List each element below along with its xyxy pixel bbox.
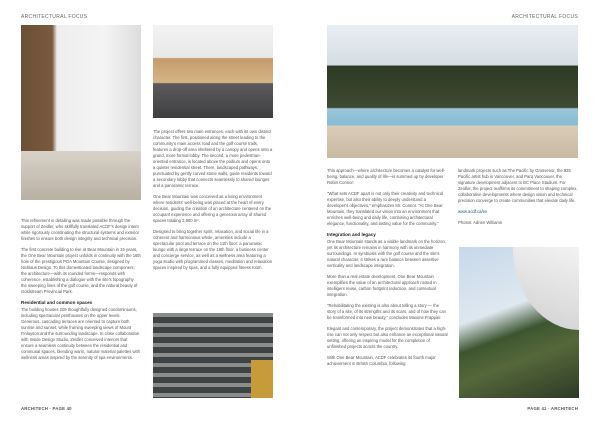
footer-left: ARCHITECH · PAGE 40 (21, 406, 72, 411)
pool-terrace-photo (327, 25, 578, 158)
paragraph: One Bear Mountain was conceived as a living environment where residents' well-being was placed at the heart of every decision, guiding the creation of an architecture centered on the occupant experience and offering a generous array of shared spaces totaling 2,800 m². (153, 194, 272, 223)
paragraph: "What sets ACDF apart is not only their creativity and technical expertise, but also their ability to deeply understand a developer's objectives," emphasizes Mr. Connor. "At One Bear Mountain, they translated our vision into an environment that enriches well-being and daily life, combining architectural elegance, functionality, and lasting value for the community." (327, 191, 443, 226)
section-header-right: ARCHITECTURAL FOCUS (511, 14, 578, 20)
paragraph: The first concrete building to rise at Bear Mountain in 15 years, the One Bear Mountain project unfolds in continuity with the 16th hole of the prestigious PGA Mountain Course, designed by Nicklaus Design. To this domesticated landscape component, the architecture—with its rounded forms—responds with coherence, establishing a dialogue with the site's topography, the sweeping lines of the golf course, and the natural beauty of Goldstream Provincial Park. (21, 247, 141, 294)
building-facade-photo (153, 313, 273, 398)
paragraph: The project offers two main entrances, each with its own distinct character. The first, positioned along the street leading to the community's main access road and the golf course trails, features a drop-off area sheltered by a canopy and opens onto a grand, more formal lobby. The second, a more pedestrian-oriented entrance, is located above the podium and opens onto a quieter residential street. There, landscaped pathways, punctuated by gently curved stone walls, guide residents toward a secondary lobby that connects seamlessly to shared lounges and a panoramic terrace. (153, 129, 273, 188)
green-roof-photo (459, 247, 579, 398)
website-link[interactable]: www.acdf.ca/en (458, 209, 488, 214)
paragraph: The building houses 209 thoughtfully designed condominiums, including spectacular penthouses on the upper levels. Generous, cascading terraces are oriented to capture both sunrise and sunset, while framing sweeping views of Mount Finlayson and the surrounding landscape. In close collaboration with Inside Design Studio, Zeidler conceived interiors that ensure a seamless continuity between the residential and communal spaces, blending warm, natural material palettes with wellness areas inspired by the serenity of spa environments. (21, 307, 140, 360)
paragraph: landmark projects such as The Pacific by Grosvenor, the 825 Pacific artist hub in Vancouver, and Parq Vancouver, the signature development adjacent to BC Place Stadium. For Zeidler, the project reaffirms its commitment to shaping complex, collaborative developments where design vision and technical precision converge to create communities that elevate daily life. (458, 168, 578, 203)
paragraph: "Rehabilitating the existing is also about telling a story — the story of a site, of its strengths and its scars, and of how they can be transformed into new beauty," concludes Maxime Frappier. (327, 303, 446, 320)
paragraph: This refinement in detailing was made possible through the support of Zeidler, who skillfully translated ACDF's design intent while rigorously coordinating the structural systems and exterior finishes to ensure both design integrity and technical precision. (21, 218, 140, 241)
footer-right: PAGE 41 · ARCHITECH (527, 406, 578, 411)
lobby-photo (21, 25, 141, 200)
paragraph: Designed to bring together spirit, relaxation, and social life in a coherent and harmonious whole, amenities include a spectacular pool and terrace on the 11th floor: a panoramic lounge with a large terrace on the 18th floor, a business center and concierge service, as well as a wellness area featuring a yoga studio with programmed classes, meditation and relaxation spaces inspired by spas, and a fully equipped fitness room. (153, 229, 273, 270)
subheading: Residential and common spaces (21, 300, 93, 305)
paragraph: One Bear Mountain stands as a visible landmark on the horizon, yet its architecture remains in harmony with its immediate surroundings. In symbiosis with the golf course and the site's natural character, it strikes a rare balance between assertive verticality and landscape integration. (327, 239, 446, 268)
right-column-b (458, 168, 579, 231)
left-column (21, 218, 141, 366)
paragraph: More than a real estate development, One Bear Mountain exemplifies the value of an architectural approach rooted in intelligent reuse, carbon footprint reduction, and contextual integration. (327, 274, 437, 297)
section-header-left: ARCHITECTURAL FOCUS (21, 14, 88, 20)
subheading: Integration and legacy (327, 232, 376, 237)
secondary-lobby-photo (153, 25, 273, 118)
paragraph: With One Bear Mountain, ACDF celebrates its fourth major achievement in British Columbia, following (327, 355, 436, 366)
paragraph: This approach—where architecture becomes a catalyst for well-being, balance, and quality of life—is summed up by developer Robin Connor: (327, 168, 445, 185)
photo-credit: Photos: Adrien Williams (458, 220, 502, 225)
right-column-a (327, 168, 448, 372)
paragraph: Elegant and contemporary, the project demonstrates that a high-rise can not only respect but also enhance an exceptional natural setting, offering an inspiring model for the completion of unfinished projects across the country. (327, 326, 448, 349)
middle-column (153, 129, 273, 276)
